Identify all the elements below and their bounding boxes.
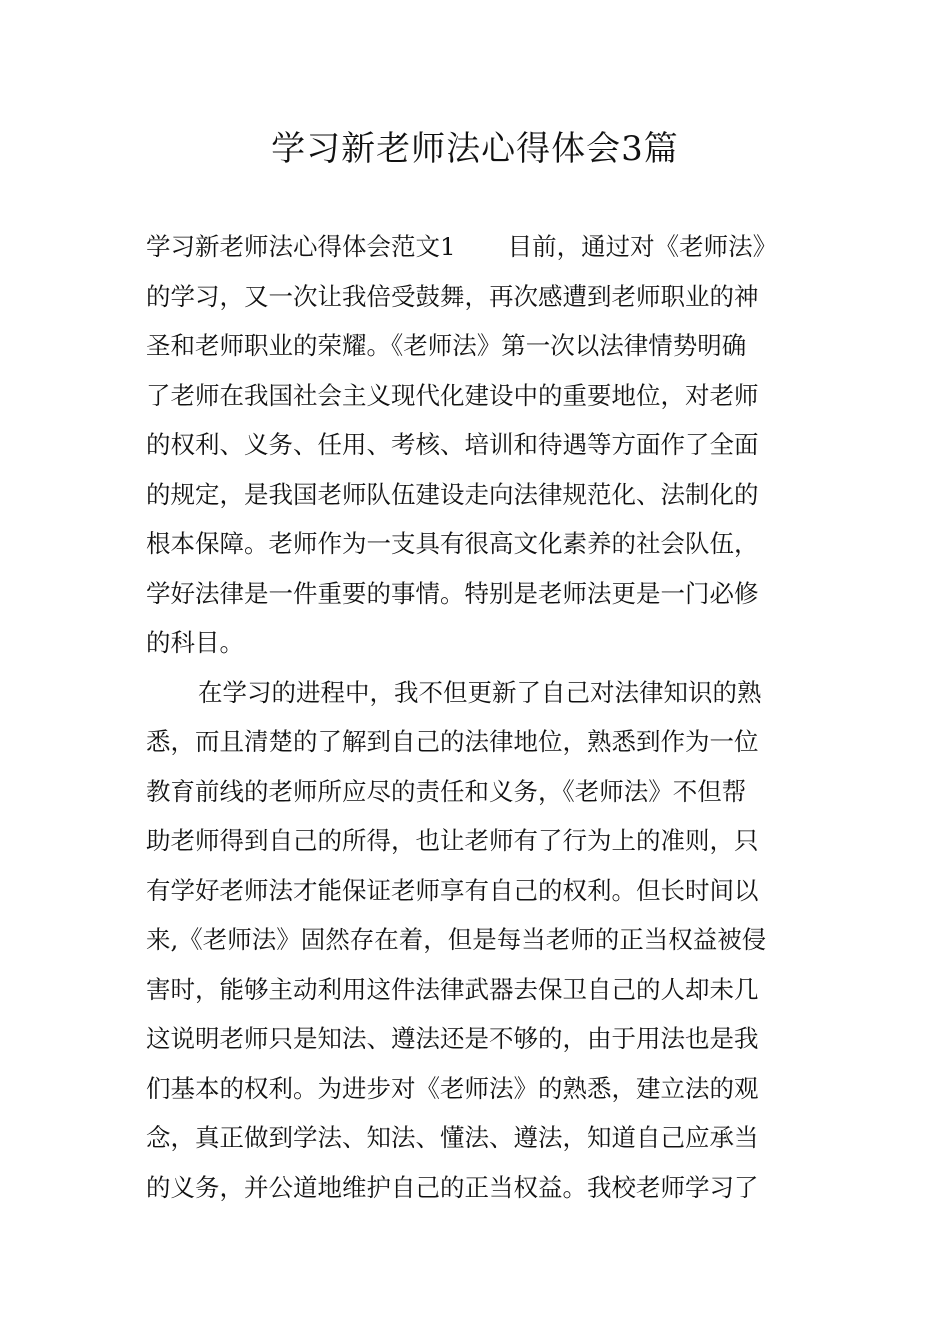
paragraph-1-line-1 [146,222,816,272]
paragraph-1-first-line-text: 目前，通过对《老师法》 [507,232,778,261]
paragraph-2-line: 有学好老师法才能保证老师享有自己的权利。但长时间以 [146,875,759,905]
paragraph-1-line: 的权利、义务、任用、考核、培训和待遇等方面作了全面 [146,430,759,459]
paragraph-1-line: 的科目。 [146,628,244,657]
paragraph-2-line: 悉，而且清楚的了解到自己的法律地位，熟悉到作为一位 [146,727,759,756]
paragraph-2-line: 在学习的进程中，我不但更新了自己对法律知识的熟 [198,677,762,707]
document-title: 学习新老师法心得体会3篇 [271,129,679,169]
paragraph-2-line: 念，真正做到学法、知法、懂法、遵法，知道自己应承当 [146,1123,759,1152]
paragraph-2-line: 这说明老师只是知法、遵法还是不够的，由于用法也是我 [146,1024,759,1053]
paragraph-2-line: 们基本的权利。为进步对《老师法》的熟悉，建立法的观 [146,1073,759,1103]
paragraph-2-line: 来,《老师法》固然存在着，但是每当老师的正当权益被侵 [146,925,767,954]
paragraph-2-line: 教育前线的老师所应尽的责任和义务，《老师法》不但帮 [146,776,747,806]
paragraph-1-line: 的规定，是我国老师队伍建设走向法律规范化、法制化的 [146,479,759,509]
paragraph-1-line: 了老师在我国社会主义现代化建设中的重要地位，对老师 [146,380,759,410]
paragraph-1-line: 学好法律是一件重要的事情。特别是老师法更是一门必修 [146,578,759,608]
paragraph-1-line: 的学习，又一次让我倍受鼓舞，再次感遭到老师职业的神 [146,281,759,311]
paragraph-2-line: 害时，能够主动利用这件法律武器去保卫自己的人却未几 [146,974,759,1004]
paragraph-2-line: 助老师得到自己的所得，也让老师有了行为上的准则，只 [146,826,759,855]
paragraph-1-line: 根本保障。老师作为一支具有很高文化素养的社会队伍， [146,529,759,558]
paragraph-2-line: 的义务，并公道地维护自己的正当权益。我校老师学习了 [146,1172,759,1202]
section-heading: 学习新老师法心得体会范文1 [146,232,456,261]
paragraph-1-line: 圣和老师职业的荣耀。《老师法》第一次以法律情势明确 [146,331,747,360]
document-body [146,222,816,1212]
